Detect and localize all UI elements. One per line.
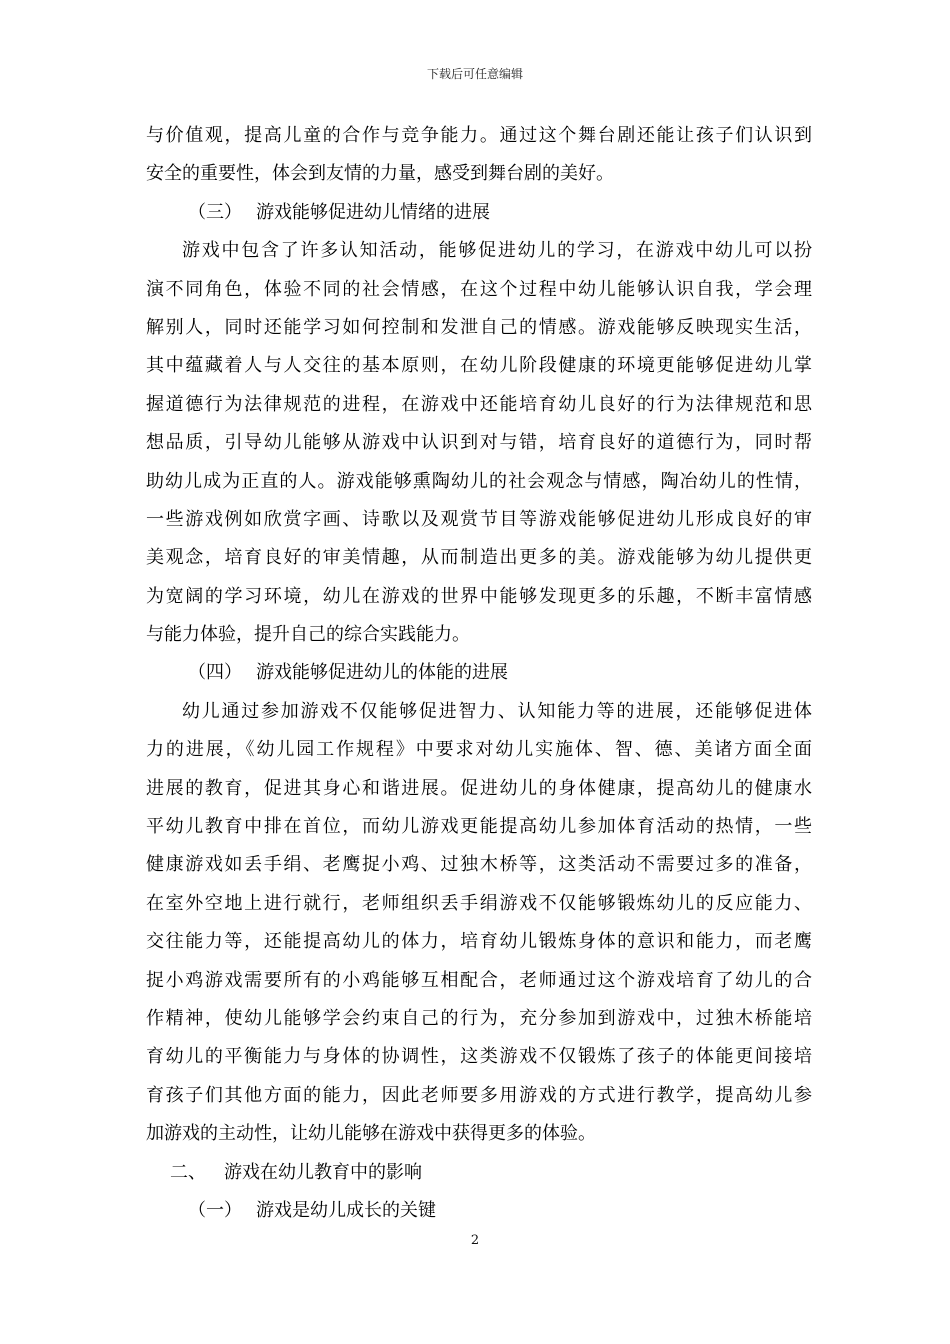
text-line: 交往能力等，还能提高幼儿的体力，培育幼儿锻炼身体的意识和能力，而老鹰: [146, 931, 812, 953]
chapter-number: 二、: [170, 1161, 206, 1183]
chapter-heading-2: [146, 1154, 812, 1192]
text-line: 健康游戏如丢手绢、老鹰捉小鸡、过独木桥等，这类活动不需要过多的准备，: [146, 854, 812, 876]
text-line: 一些游戏例如欣赏字画、诗歌以及观赏节目等游戏能够促进幼儿形成良好的审: [146, 508, 812, 530]
paragraph-3: [146, 693, 812, 1154]
text-line: 解别人，同时还能学习如何控制和发泄自己的情感。游戏能够反映现实生活，: [146, 316, 812, 338]
section-heading-2-1: [146, 1192, 812, 1230]
text-line: 平幼儿教育中排在首位，而幼儿游戏更能提高幼儿参加体育活动的热情，一些: [146, 816, 812, 838]
section-number: （三）: [188, 201, 242, 223]
text-line: 想品质，引导幼儿能够从游戏中认识到对与错，培育良好的道德行为，同时帮: [146, 432, 812, 454]
section-title: 游戏能够促进幼儿的体能的进展: [256, 662, 508, 684]
text-line: 演不同角色，体验不同的社会情感，在这个过程中幼儿能够认识自我，学会理: [146, 278, 812, 300]
text-line: 力的进展，《幼儿园工作规程》中要求对幼儿实施体、智、德、美诸方面全面: [146, 739, 812, 761]
text-line: 捉小鸡游戏需要所有的小鸡能够互相配合，老师通过这个游戏培育了幼儿的合: [146, 969, 812, 991]
text-line: 与能力体验，提升自己的综合实践能力。: [146, 624, 470, 646]
paragraph-1: [146, 117, 812, 194]
section-number: （四）: [188, 662, 242, 684]
text-line: 进展的教育，促进其身心和谐进展。促进幼儿的身体健康，提高幼儿的健康水: [146, 777, 812, 799]
section-title: 游戏能够促进幼儿情绪的进展: [256, 201, 490, 223]
text-line: 幼儿通过参加游戏不仅能够促进智力、认知能力等的进展，还能够促进体: [182, 700, 812, 722]
text-line: 助幼儿成为正直的人。游戏能够熏陶幼儿的社会观念与情感，陶冶幼儿的性情，: [146, 470, 812, 492]
text-line: 美观念，培育良好的审美情趣，从而制造出更多的美。游戏能够为幼儿提供更: [146, 547, 812, 569]
section-heading-3: [146, 194, 812, 232]
text-line: 游戏中包含了许多认知活动，能够促进幼儿的学习，在游戏中幼儿可以扮: [182, 240, 812, 262]
document-body: [146, 117, 812, 1230]
page-header: 下载后可任意编辑: [426, 67, 523, 81]
text-line: 加游戏的主动性，让幼儿能够在游戏中获得更多的体验。: [146, 1123, 596, 1145]
section-number: （一）: [188, 1199, 242, 1221]
page-number: 2: [470, 1233, 480, 1248]
section-title: 游戏是幼儿成长的关键: [256, 1199, 436, 1221]
text-line: 握道德行为法律规范的进程，在游戏中还能培育幼儿良好的行为法律规范和思: [146, 393, 812, 415]
text-line: 其中蕴藏着人与人交往的基本原则，在幼儿阶段健康的环境更能够促进幼儿掌: [146, 355, 812, 377]
chapter-title: 游戏在幼儿教育中的影响: [224, 1161, 422, 1183]
text-line: 作精神，使幼儿能够学会约束自己的行为，充分参加到游戏中，过独木桥能培: [146, 1007, 812, 1029]
text-line: 在室外空地上进行就行，老师组织丢手绢游戏不仅能够锻炼幼儿的反应能力、: [146, 892, 812, 914]
paragraph-2: [146, 232, 812, 654]
text-line: 安全的重要性，体会到友情的力量，感受到舞台剧的美好。: [146, 163, 614, 185]
text-line: 育幼儿的平衡能力与身体的协调性，这类游戏不仅锻炼了孩子的体能更间接培: [146, 1046, 812, 1068]
text-line: 为宽阔的学习环境，幼儿在游戏的世界中能够发现更多的乐趣，不断丰富情感: [146, 585, 812, 607]
text-line: 与价值观，提高儿童的合作与竞争能力。通过这个舞台剧还能让孩子们认识到: [146, 125, 812, 146]
text-line: 育孩子们其他方面的能力，因此老师要多用游戏的方式进行教学，提高幼儿参: [146, 1084, 812, 1106]
section-heading-4: [146, 654, 812, 692]
